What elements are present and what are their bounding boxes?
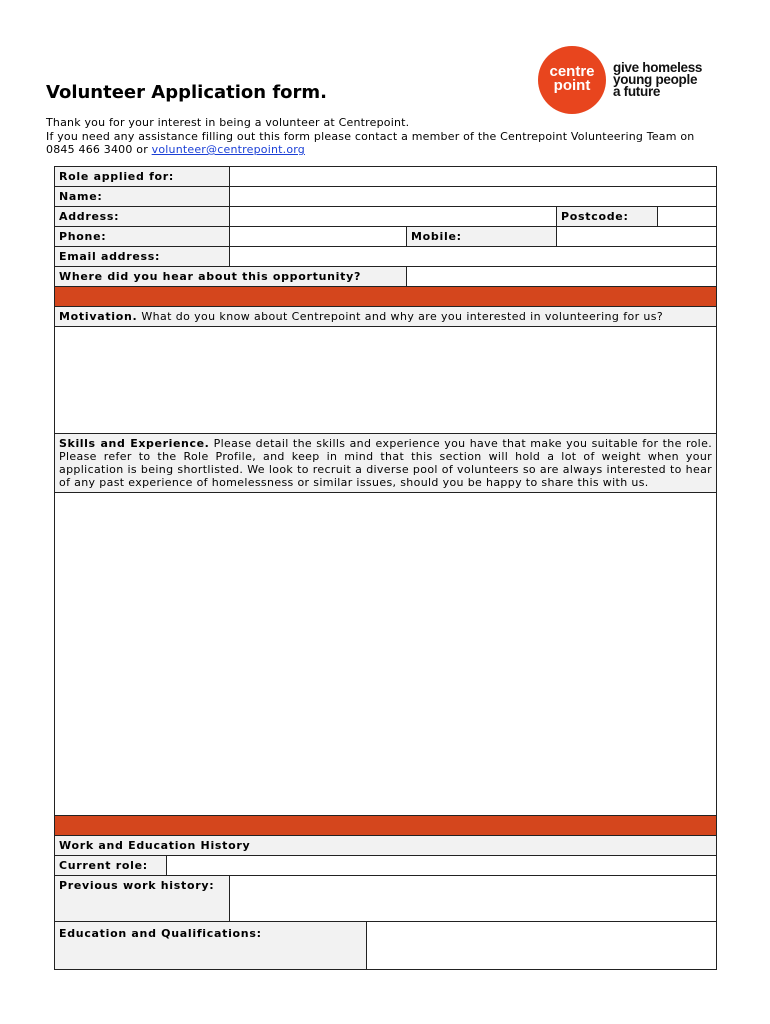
intro-line-3 [46,143,726,157]
section-divider-bar [55,287,717,307]
logo-word-point: point [553,77,591,94]
motivation-label: Motivation. [59,310,138,323]
tagline-line-3: a future [613,84,661,99]
role-input[interactable] [230,167,717,187]
postcode-input[interactable] [658,207,717,227]
previous-work-input[interactable] [230,876,717,922]
email-input[interactable] [230,247,717,267]
work-education-header: Work and Education History [55,836,717,856]
intro-line-1: Thank you for your interest in being a volunteer at Centrepoint. [46,116,410,129]
address-label: Address: [55,207,230,227]
address-input[interactable] [230,207,557,227]
previous-work-label: Previous work history: [55,876,230,922]
skills-textarea[interactable] [55,493,717,816]
motivation-textarea[interactable] [55,327,717,434]
page-title: Volunteer Application form. [46,82,328,103]
section-divider-bar [55,816,717,836]
intro-line-2: If you need any assistance filling out this form please contact a member of the Centrepoint Volunteering Team on [46,129,695,143]
application-form [54,166,717,970]
role-label: Role applied for: [55,167,230,187]
skills-prompt [55,434,717,493]
mobile-input[interactable] [557,227,717,247]
logo-word-centre: centre [549,63,595,80]
logo-tagline [613,62,702,98]
phone-label: Phone: [55,227,230,247]
hear-input[interactable] [407,267,717,287]
current-role-label: Current role: [55,856,167,876]
motivation-text: What do you know about Centrepoint and why are you interested in volunteering for us? [137,310,664,323]
postcode-label: Postcode: [557,207,658,227]
intro-text [46,116,726,157]
current-role-input[interactable] [167,856,717,876]
name-label: Name: [55,187,230,207]
centrepoint-logo [538,46,718,114]
tagline-line-1: give homeless [613,60,703,75]
logo-circle [538,46,606,114]
education-input[interactable] [367,922,717,970]
phone-input[interactable] [230,227,407,247]
motivation-prompt [55,307,717,327]
tagline-line-2: young people [613,72,698,87]
skills-label: Skills and Experience. [59,437,210,450]
skills-text: Please detail the skills and experience you have that make you suitable for the role. Please refer to the Role Profile, and keep in mind that this section will hold a lot of weight when your application is being shortlisted. We look to recruit a diverse pool of volunteers so are always interested to hear of any past experience of homelessness or similar issues, should you be happy to share this with us. [59,437,713,489]
name-input[interactable] [230,187,717,207]
hear-label: Where did you hear about this opportunity? [55,267,407,287]
education-label: Education and Qualifications: [55,922,367,970]
email-label: Email address: [55,247,230,267]
phone-text: 0845 466 3400 or [46,143,152,156]
volunteer-email-link[interactable]: volunteer@centrepoint.org [151,143,305,156]
mobile-label: Mobile: [407,227,557,247]
